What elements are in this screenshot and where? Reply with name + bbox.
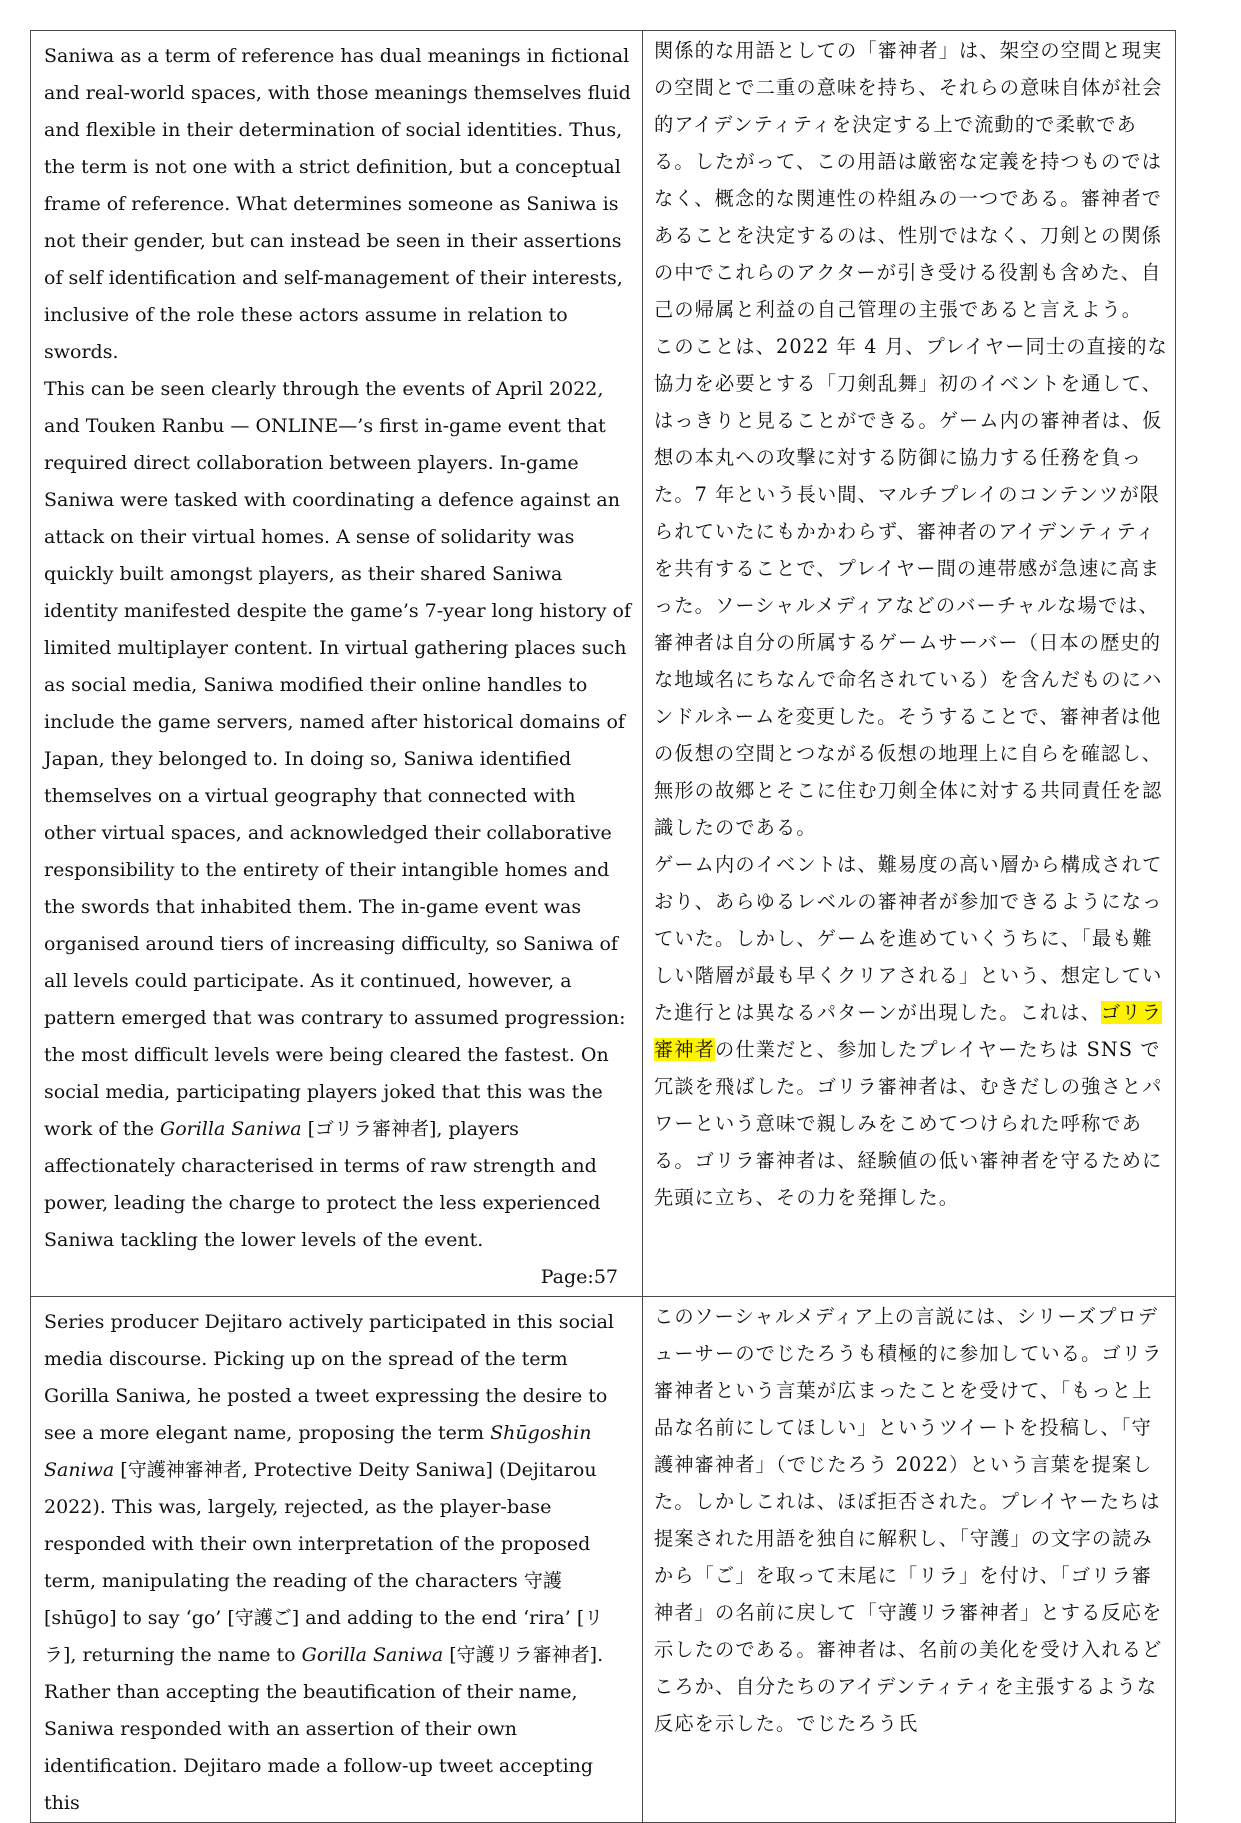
- text-segment: Series producer Dejitaro actively participated in this social media discourse. Picking up on the spread of the term Gorilla Saniwa, he posted a tweet expressing the desire to see a more elegant name, proposing the term: [44, 1311, 614, 1444]
- english-paragraph: Saniwa as a term of reference has dual meanings in fictional and real-world spaces, with those meanings themselves fluid and flexible in their determination of social identities. Thus, the term is not one with a strict definition, but a conceptual frame of reference. What determines someone as Saniwa is not their gender, but can instead be seen in their assertions of self identification and self-management of their interests, inclusive of the role these actors assume in relation to swords.: [44, 45, 631, 363]
- text-segment: This can be seen clearly through the events of April 2022, and Touken Ranbu — ONLINE—’s first in-game event that required direct collaboration between players. In-game Saniwa were tasked with coordinating a defence against an attack on their virtual homes. A sense of solidarity was quickly built amongst players, as their shared Saniwa identity manifested despite the game’s 7-year long history of limited multiplayer content. In virtual gathering places such as social media, Saniwa modified their online handles to include the game servers, named after historical domains of Japan, they belonged to. In doing so, Saniwa identified themselves on a virtual geography that connected with other virtual spaces, and acknowledged their collaborative responsibility to the entirety of their intangible homes and the swords that inhabited them. The in-game event was organised around tiers of increasing difficulty, so Saniwa of all levels could participate. As it continued, however, a pattern emerged that was contrary to assumed progression: the most difficult levels were being cleared the fastest. On social media, participating players joked that this was the work of the: [44, 378, 632, 1140]
- japanese-cell: [643, 1297, 1176, 1823]
- english-cell: [31, 1297, 643, 1823]
- japanese-paragraph: このソーシャルメディア上の言説には、シリーズプロデューサーのでじたろうも積極的に参加している。ゴリラ審神者という言葉が広まったことを受けて、「もっと上品な名前にしてほしい」というツイートを投稿し、「守護神審神者」（でじたろう 2022）という言葉を提案した。しかしこれは、ほぼ拒否された。プレイヤーたちは提案された用語を独自に解釈し、「守護」の文字の読みから「ご」を取って末尾に「リラ」を付け、「ゴリラ審神者」の名前に戻して「守護リラ審神者」とする反応を示したのである。審神者は、名前の美化を受け入れるどころか、自分たちのアイデンティティを主張するような反応を示した。でじたろう氏: [654, 1305, 1163, 1735]
- highlighted-term: ゴリラ審神者: [654, 1001, 1163, 1061]
- japanese-cell: [643, 31, 1176, 1297]
- text-segment: [ゴリラ審神者], players affectionately characterised in terms of raw strength and power, leading the charge to protect the less experienced Saniwa tackling the lower levels of the event.: [44, 1118, 601, 1251]
- italic-term: Gorilla Saniwa: [160, 1118, 302, 1140]
- italic-term: Shūgoshin Saniwa: [44, 1422, 592, 1481]
- text-segment: [守護リラ審神者]. Rather than accepting the beautification of their name, Saniwa responded with an assertion of their own identification. Dejitaro made a follow-up tweet accepting this: [44, 1644, 604, 1814]
- english-paragraph: [44, 1304, 632, 1822]
- bilingual-translation-table: [30, 30, 1176, 1823]
- table-row: [31, 1297, 1176, 1823]
- italic-term: Gorilla Saniwa: [301, 1644, 444, 1666]
- japanese-paragraph: このことは、2022 年 4 月、プレイヤー同士の直接的な協力を必要とする「刀剣乱舞」初のイベントを通して、はっきりと見ることができる。ゲーム内の審神者は、仮想の本丸への攻撃に対する防御に協力する任務を負った。7 年という長い間、マルチプレイのコンテンツが限られていたにもかかわらず、審神者のアイデンティティを共有することで、プレイヤー間の連帯感が急速に高まった。ソーシャルメディアなどのバーチャルな場では、審神者は自分の所属するゲームサーバー（日本の歴史的な地域名にちなんで命名されている）を含んだものにハンドルネームを変更した。そうすることで、審神者は他の仮想の空間とつながる仮想の地理上に自らを確認し、無形の故郷とそこに住む刀剣全体に対する共同責任を認識したのである。: [654, 335, 1168, 839]
- text-segment: ゲーム内のイベントは、難易度の高い層から構成されており、あらゆるレベルの審神者が参加できるようになっていた。しかし、ゲームを進めていくうちに、「最も難しい階層が最も早くクリアされる」という、想定していた進行とは異なるパターンが出現した。これは、: [654, 853, 1163, 1024]
- english-cell: [31, 31, 643, 1297]
- page-number: Page:57: [540, 1266, 618, 1288]
- text-segment: の仕業だと、参加したプレイヤーたちは SNS で冗談を飛ばした。ゴリラ審神者は、むきだしの強さとパワーという意味で親しみをこめてつけられた呼称である。ゴリラ審神者は、経験値の低い審神者を守るために先頭に立ち、その力を発揮した。: [654, 1038, 1163, 1209]
- english-paragraph: [44, 371, 632, 1259]
- text-segment: [守護神審神者, Protective Deity Saniwa] (Dejitarou 2022). This was, largely, rejected, as the player-base responded with their own interpretation of the proposed term, manipulating the reading of the characters 守護[shūgo] to say ‘go’ [守護ご] and adding to the end ‘rira’ [リラ], returning the name to: [44, 1459, 604, 1666]
- japanese-paragraph: 関係的な用語としての「審神者」は、架空の空間と現実の空間とで二重の意味を持ち、それらの意味自体が社会的アイデンティティを決定する上で流動的で柔軟である。したがって、この用語は厳密な定義を持つものではなく、概念的な関連性の枠組みの一つである。審神者であることを決定するのは、性別ではなく、刀剣との関係の中でこれらのアクターが引き受ける役割も含めた、自己の帰属と利益の自己管理の主張であると言えよう。: [654, 39, 1163, 321]
- table-row: [31, 31, 1176, 1297]
- japanese-paragraph: [654, 846, 1169, 1216]
